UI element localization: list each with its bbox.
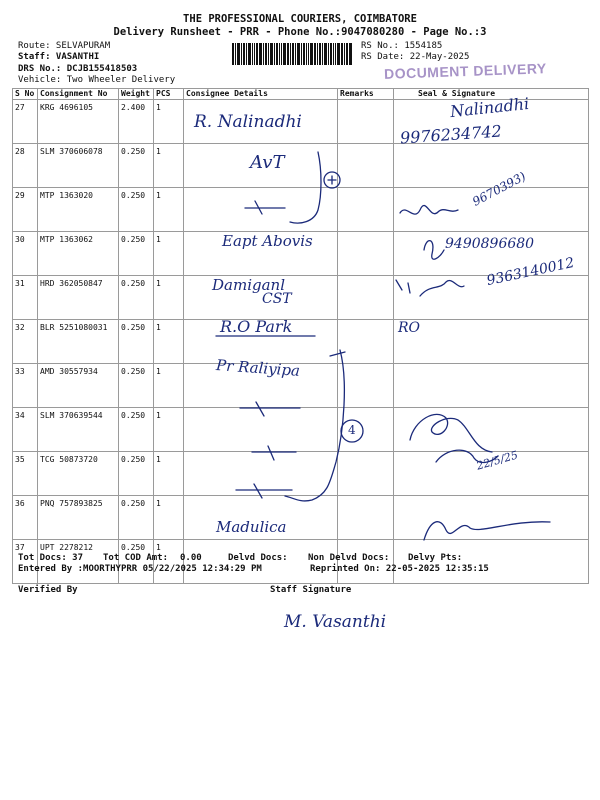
handwritten-signature-32: RO (398, 320, 421, 336)
cell-pcs: 1 (154, 232, 184, 276)
cell-pcs: 1 (154, 364, 184, 408)
cell-pcs: 1 (154, 188, 184, 232)
cell-consignment: HRD 362050847 (38, 276, 119, 320)
cell-sno: 28 (13, 144, 38, 188)
cell-sno: 32 (13, 320, 38, 364)
handwritten-consignee-27: R. Nalinadhi (194, 112, 302, 132)
cell-consignment: UPT 2278212 (38, 540, 119, 584)
cell-sno: 37 (13, 540, 38, 584)
ink-signature-scribble (400, 206, 458, 215)
delivered-docs: Delvd Docs: (228, 553, 288, 563)
col-header-pcs: PCS (154, 89, 184, 100)
handwritten-consignee-31a: Damiganl (212, 276, 285, 294)
cell-pcs: 1 (154, 100, 184, 144)
cell-consignment: PNQ 757893825 (38, 496, 119, 540)
document-delivery-stamp: DOCUMENT DELIVERY (383, 60, 548, 82)
cell-pcs: 1 (154, 540, 184, 584)
col-header-consignment: Consignment No (38, 89, 119, 100)
cell-consignment: BLR 5251080031 (38, 320, 119, 364)
total-cod-value: 0.00 (180, 553, 202, 563)
cell-pcs: 1 (154, 320, 184, 364)
vehicle-label: Vehicle: Two Wheeler Delivery (18, 75, 176, 85)
handwritten-date-35: 22/5/25 (475, 448, 520, 473)
cell-pcs: 1 (154, 276, 184, 320)
cell-pcs: 1 (154, 452, 184, 496)
cell-pcs: 1 (154, 496, 184, 540)
cell-sno: 34 (13, 408, 38, 452)
cell-sno: 30 (13, 232, 38, 276)
handwritten-consignee-32: R.O Park (220, 317, 293, 336)
handwritten-consignee-30: Eapt Abovis (222, 232, 313, 250)
col-header-signature: Seal & Signature (394, 89, 589, 100)
staff-signature-label: Staff Signature (270, 585, 352, 595)
handwritten-phone-31: 9363140012 (485, 254, 576, 290)
cell-weight: 0.250 (119, 496, 154, 540)
cell-consignment: SLM 370606078 (38, 144, 119, 188)
cell-weight: 0.250 (119, 452, 154, 496)
cell-consignment: KRG 4696105 (38, 100, 119, 144)
cell-sno: 36 (13, 496, 38, 540)
handwritten-consignee-31b: CST (262, 291, 292, 307)
cell-weight: 0.250 (119, 540, 154, 584)
cell-weight: 0.250 (119, 408, 154, 452)
cell-sno: 29 (13, 188, 38, 232)
handwritten-consignee-37: Madulica (216, 518, 287, 536)
col-header-remarks: Remarks (338, 89, 394, 100)
cell-weight: 0.250 (119, 144, 154, 188)
cell-weight: 0.250 (119, 364, 154, 408)
cell-sno: 35 (13, 452, 38, 496)
rs-date: RS Date: 22-May-2025 (361, 52, 470, 62)
drs-number: DRS No.: DCJB155418503 (18, 64, 138, 74)
cell-sno: 33 (13, 364, 38, 408)
handwritten-phone-29: 9670393) (470, 169, 529, 209)
delivery-points: Delvy Pts: (408, 553, 463, 563)
handwritten-signature-27: Nalinadhi (449, 93, 531, 122)
cell-consignment: TCG 50873720 (38, 452, 119, 496)
cell-weight: 0.250 (119, 276, 154, 320)
handwritten-phone-30: 9490896680 (445, 236, 535, 252)
verified-by-label: Verified By (18, 585, 78, 595)
cell-sno: 31 (13, 276, 38, 320)
cell-weight: 0.250 (119, 232, 154, 276)
ink-bracket-top (290, 152, 321, 223)
handwritten-circle-number: 4 (348, 423, 356, 437)
reprinted-on: Reprinted On: 22-05-2025 12:35:15 (310, 564, 489, 574)
cell-pcs: 1 (154, 408, 184, 452)
ink-signature-last (424, 522, 550, 540)
cell-consignment: AMD 30557934 (38, 364, 119, 408)
cell-consignment: MTP 1363062 (38, 232, 119, 276)
col-header-weight: Weight (119, 89, 154, 100)
rs-number: RS No.: 1554185 (361, 41, 443, 51)
col-header-consignee: Consignee Details (184, 89, 338, 100)
route-label: Route: SELVAPURAM (18, 41, 111, 51)
cell-weight: 0.250 (119, 320, 154, 364)
ink-signature-swirl (410, 414, 492, 452)
non-delivered-docs: Non Delvd Docs: (308, 553, 390, 563)
cell-consignment: MTP 1363020 (38, 188, 119, 232)
staff-label: Staff: VASANTHI (18, 52, 100, 62)
runsheet-subtitle: Delivery Runsheet - PRR - Phone No.:9047080280 - Page No.:3 (113, 26, 487, 38)
cell-sno: 27 (13, 100, 38, 144)
entered-by: Entered By :MOORTHYPRR 05/22/2025 12:34:29 PM (18, 564, 262, 574)
cell-weight: 2.400 (119, 100, 154, 144)
handwritten-phone-27: 9976234742 (399, 121, 503, 148)
handwritten-consignee-33: Pr Raliyipa (215, 356, 301, 380)
cell-pcs: 1 (154, 144, 184, 188)
total-docs: Tot Docs: 37 (18, 553, 84, 563)
company-title: THE PROFESSIONAL COURIERS, COIMBATORE (183, 13, 417, 25)
cell-consignment: SLM 370639544 (38, 408, 119, 452)
total-cod-label: Tot COD Amt: (103, 553, 169, 563)
cell-weight: 0.250 (119, 188, 154, 232)
col-header-sno: S No (13, 89, 38, 100)
handwritten-consignee-28: AvT (250, 152, 285, 173)
staff-signature-handwritten: M. Vasanthi (284, 612, 387, 632)
